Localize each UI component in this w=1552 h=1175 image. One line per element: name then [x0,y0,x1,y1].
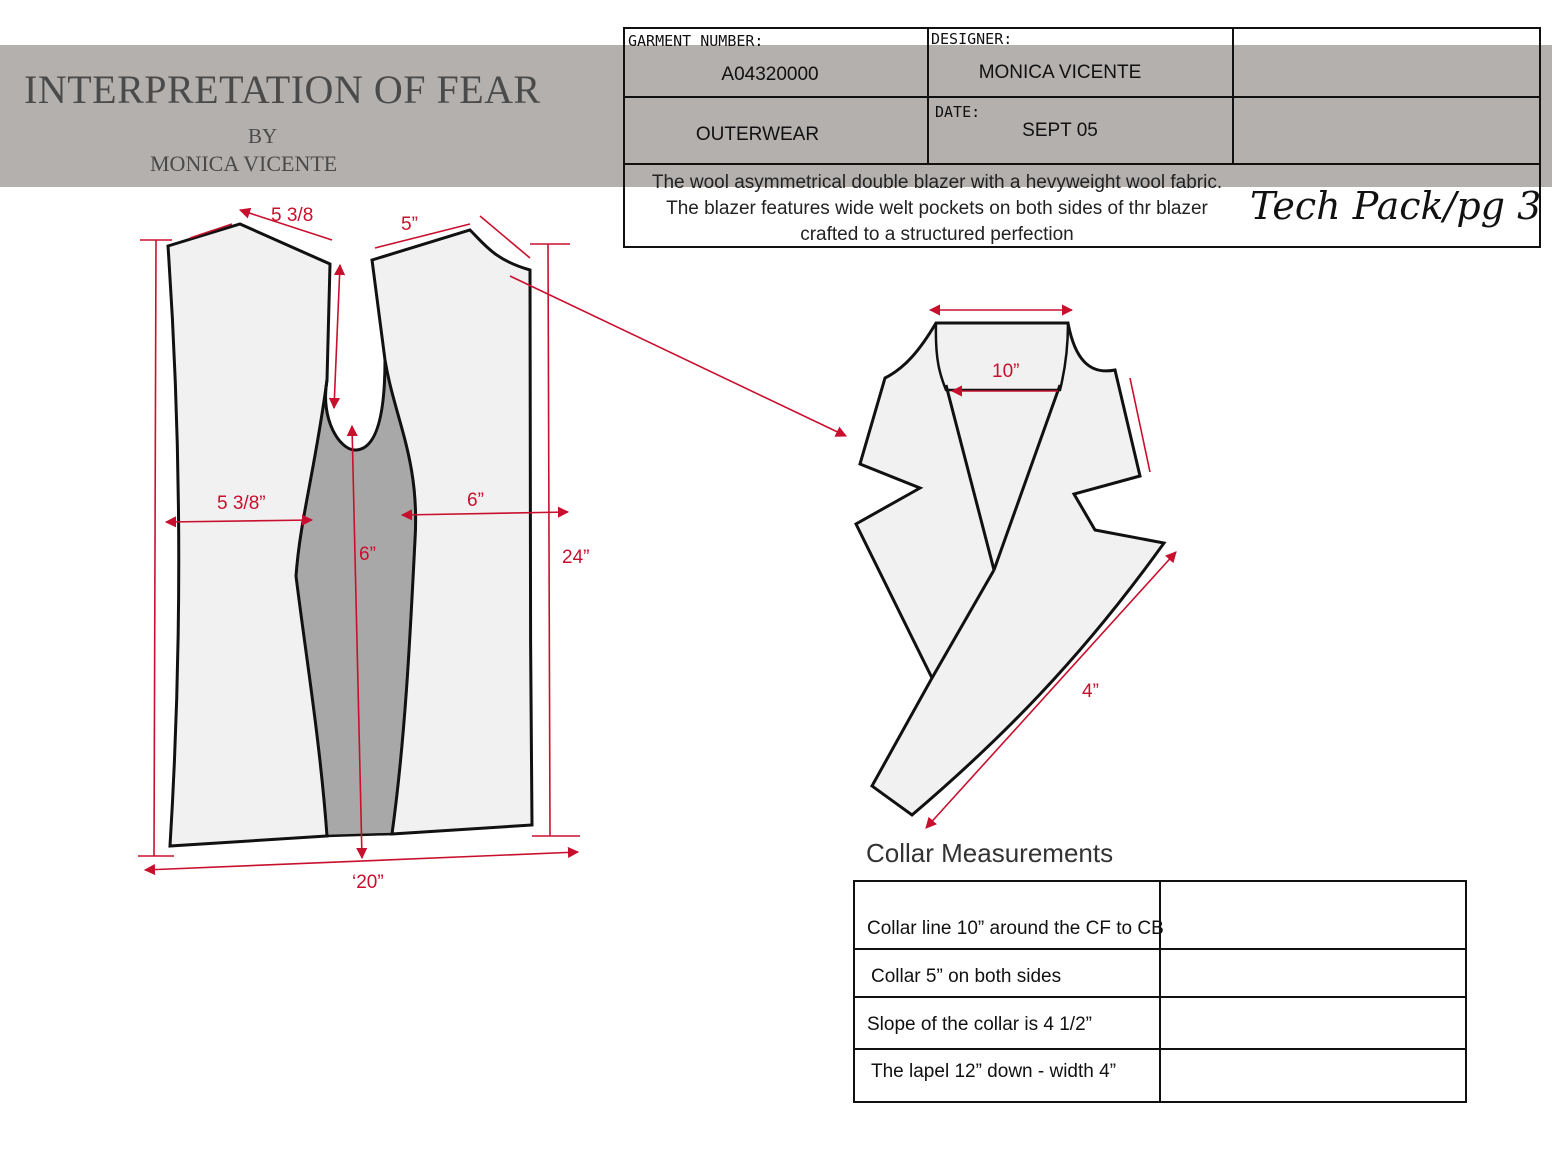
collection-title: INTERPRETATION OF FEAR [24,67,541,112]
date-label: DATE: [935,103,981,121]
label-right-shoulder: 5” [401,214,418,235]
description-line-2: The blazer features wide welt pockets on both sides of thr blazer [666,198,1208,219]
garment-description [626,170,1248,248]
garment-number-label: GARMENT NUMBER: [628,32,764,50]
collar-row-2: Collar 5” on both sides [871,966,1062,987]
label-left-shoulder: 5 3/8 [271,205,314,226]
designer-value: MONICA VICENTE [978,62,1142,83]
label-collar-line: 10” [992,361,1020,382]
collar-row-4: The lapel 12” down - width 4” [871,1061,1117,1082]
brand-designer-name: MONICA VICENTE [150,151,338,176]
label-side-length: 24” [562,547,590,568]
collar-row-3: Slope of the collar is 4 1/2” [867,1014,1092,1035]
label-left-width: 5 3/8” [217,493,266,514]
collar-outline [856,323,1164,815]
collar-row-1: Collar line 10” around the CF to CB [867,918,1164,939]
bodice-sketch [168,224,532,846]
date-value: SEPT 05 [1022,120,1098,141]
description-line-3: crafted to a structured perfection [800,224,1074,245]
label-center-length: 6” [359,544,376,565]
page-label: Tech Pack/pg 3 [1250,184,1542,228]
category-value: OUTERWEAR [695,124,820,145]
label-lapel-length: 4” [1082,681,1099,702]
by-label: BY [248,124,278,148]
garment-number-value: A04320000 [721,64,819,85]
label-hem-width: ‘20” [352,872,384,893]
designer-label: DESIGNER: [931,30,1013,48]
collar-sketch [856,323,1164,815]
description-line-1: The wool asymmetrical double blazer with a hevyweight wool fabric. [651,172,1223,193]
label-right-width: 6” [467,490,484,511]
collar-table-title: Collar Measurements [866,838,1114,868]
